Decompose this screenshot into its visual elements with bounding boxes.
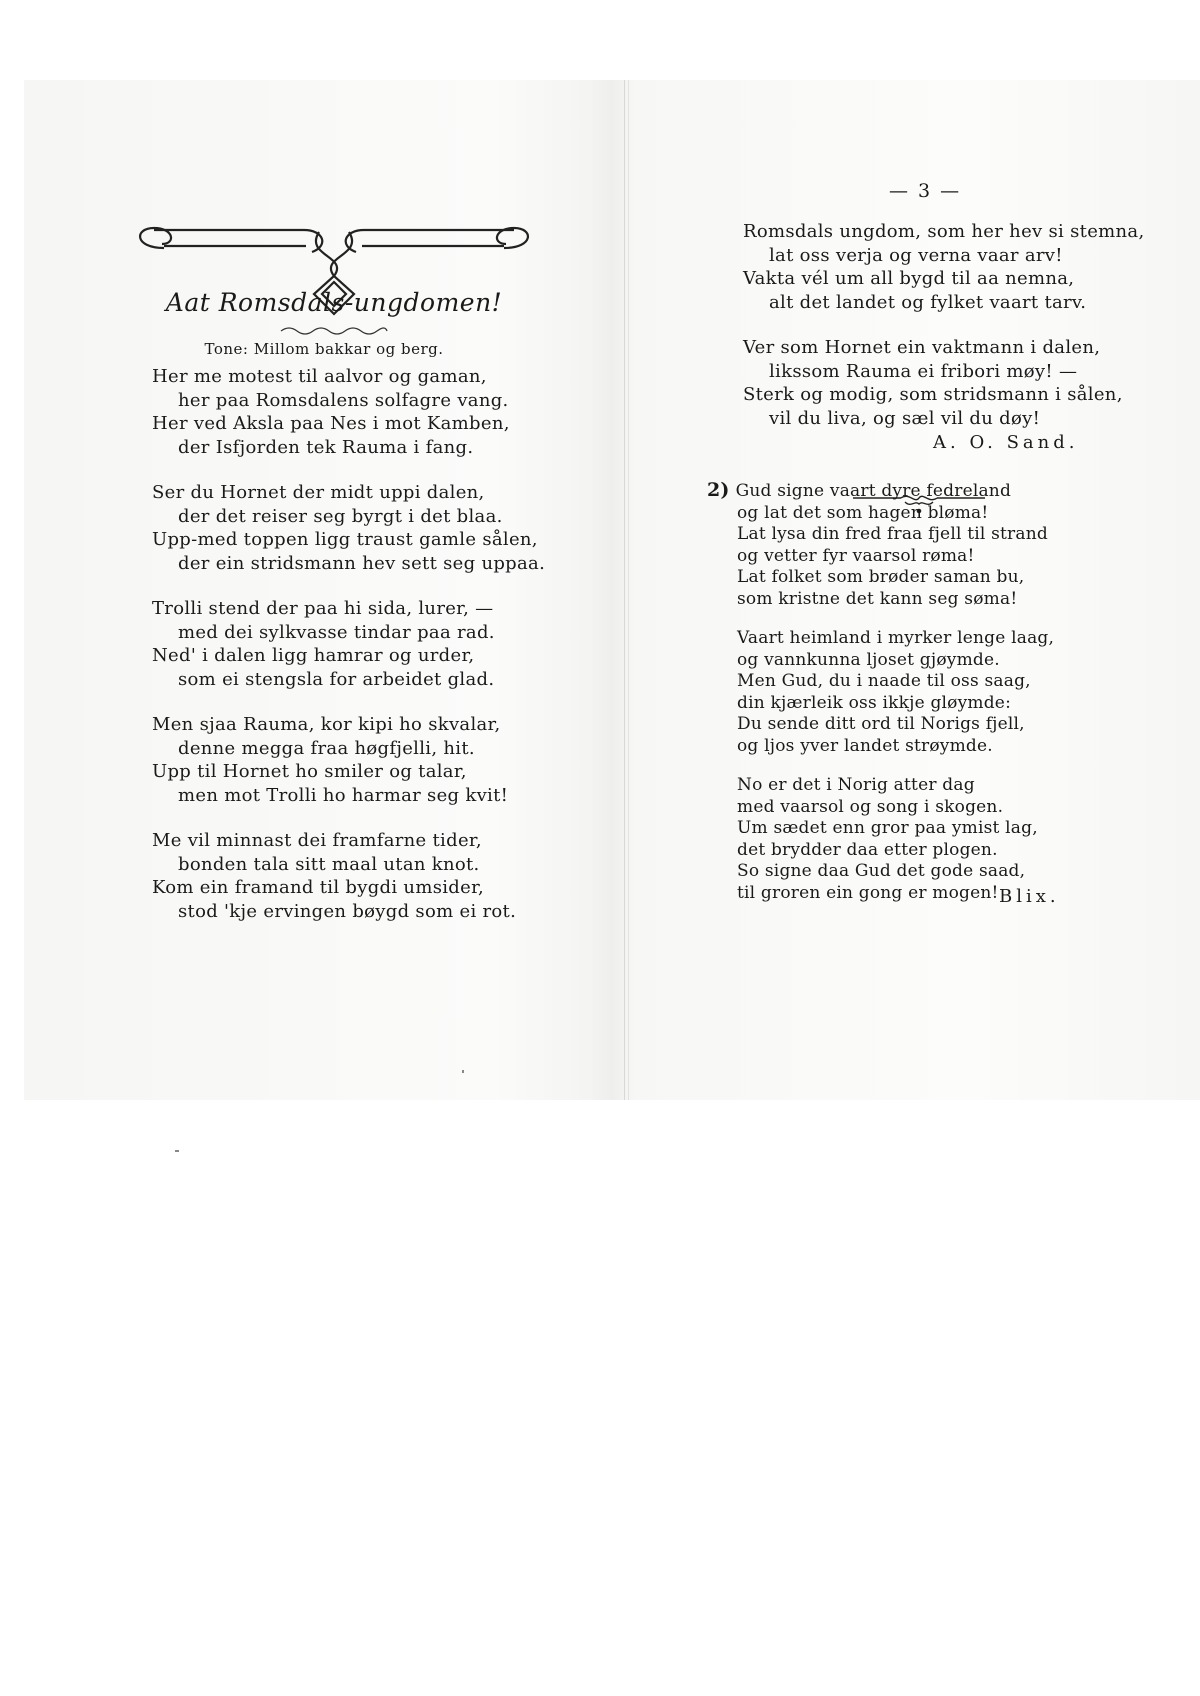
poem-line: Lat folket som brøder saman bu, [737, 567, 1025, 587]
poem-line: denne megga fraa høgfjelli, hit. [178, 737, 475, 759]
poem-line: og lat det som hagen bløma! [737, 502, 989, 523]
stanza-7 [743, 336, 1183, 430]
poem-line: og vetter fyr vaarsol røma! [737, 545, 975, 566]
poem-line: Men Gud, du i naade til oss saag, [737, 671, 1031, 691]
signature-blix: Blix. [999, 886, 1060, 907]
signature-sand: A. O. Sand. [933, 432, 1079, 453]
poem-right-continued [743, 220, 1183, 452]
right-page [628, 80, 1200, 1100]
poem-line: Um sædet enn gror paa ymist lag, [737, 818, 1038, 838]
stanza-3 [152, 597, 552, 691]
poem-line: med dei sylkvasse tindar paa rad. [178, 621, 495, 643]
song-2 [707, 480, 1147, 926]
song2-stanza-1 [707, 480, 1147, 610]
poem-line: der det reiser seg byrgt i det blaa. [178, 505, 503, 527]
poem-line: men mot Trolli ho harmar seg kvit! [178, 784, 509, 806]
poem-line: Men sjaa Rauma, kor kipi ho skvalar, [152, 714, 501, 735]
poem-title: Aat Romsdals-ungdomen! [165, 288, 503, 317]
poem-line: Ned' i dalen ligg hamrar og urder, [152, 645, 475, 666]
poem-line: og ljos yver landet strøymde. [737, 735, 993, 756]
left-page [24, 80, 625, 1100]
scan-speck [462, 1070, 464, 1073]
poem-line: Lat lysa din fred fraa fjell til strand [737, 524, 1048, 544]
poem-line: med vaarsol og song i skogen. [737, 796, 1004, 817]
stanza-5 [152, 829, 552, 923]
poem-left [152, 365, 552, 945]
poem-line: din kjærleik oss ikkje gløymde: [737, 692, 1011, 713]
poem-line: det brydder daa etter plogen. [737, 839, 998, 860]
poem-line: Romsdals ungdom, som her hev si stemna, [743, 221, 1145, 242]
poem-line: lat oss verja og verna vaar arv! [769, 244, 1063, 266]
poem-line: til groren ein gong er mogen! [737, 882, 999, 903]
poem-line: Du sende ditt ord til Norigs fjell, [737, 714, 1025, 734]
poem-line: Her ved Aksla paa Nes i mot Kamben, [152, 413, 510, 434]
poem-line: Me vil minnast dei framfarne tider, [152, 830, 482, 851]
page-number: — 3 — [889, 180, 962, 202]
stanza-6 [743, 220, 1183, 314]
poem-line: som ei stengsla for arbeidet glad. [178, 668, 495, 690]
poem-line: Sterk og modig, som stridsmann i sålen, [743, 384, 1123, 405]
poem-line: likssom Rauma ei fribori møy! — [769, 360, 1078, 382]
stanza-4 [152, 713, 552, 807]
poem-line: Upp til Hornet ho smiler og talar, [152, 761, 467, 782]
poem-line: som kristne det kann seg søma! [737, 588, 1018, 609]
poem-line: Gud signe vaart dyre fedreland [735, 481, 1012, 501]
title-underline-ornament [279, 325, 389, 337]
poem-line: stod 'kje ervingen bøygd som ei rot. [178, 900, 517, 922]
poem-line: Vaart heimland i myrker lenge laag, [737, 628, 1055, 648]
poem-line: Vakta vél um all bygd til aa nemna, [743, 268, 1075, 289]
poem-line: her paa Romsdalens solfagre vang. [178, 389, 509, 411]
song2-stanza-2 [707, 628, 1147, 757]
poem-line: So signe daa Gud det gode saad, [737, 861, 1026, 881]
poem-line: alt det landet og fylket vaart tarv. [769, 291, 1087, 313]
stanza-1 [152, 365, 552, 459]
poem-line: Ver som Hornet ein vaktmann i dalen, [743, 337, 1101, 358]
poem-line: vil du liva, og sæl vil du døy! [769, 407, 1041, 429]
poem-line: Kom ein framand til bygdi umsider, [152, 877, 485, 898]
poem-line: Ser du Hornet der midt uppi dalen, [152, 482, 485, 503]
stanza-2 [152, 481, 552, 575]
poem-line: bonden tala sitt maal utan knot. [178, 853, 480, 875]
scan-speck [175, 1150, 179, 1152]
song-number: 2) [707, 479, 730, 501]
song2-stanza-3 [707, 775, 1147, 904]
poem-line: der Isfjorden tek Rauma i fang. [178, 436, 474, 458]
tone-line: Tone: Millom bakkar og berg. [204, 340, 444, 358]
poem-line: Upp-med toppen ligg traust gamle sålen, [152, 529, 538, 550]
poem-line: Trolli stend der paa hi sida, lurer, — [152, 598, 494, 619]
poem-line: og vannkunna ljoset gjøymde. [737, 649, 1000, 670]
poem-line: Her me motest til aalvor og gaman, [152, 366, 487, 387]
poem-line: der ein stridsmann hev sett seg uppaa. [178, 552, 546, 574]
scanned-spread [24, 80, 1200, 1100]
poem-line: No er det i Norig atter dag [737, 775, 975, 795]
